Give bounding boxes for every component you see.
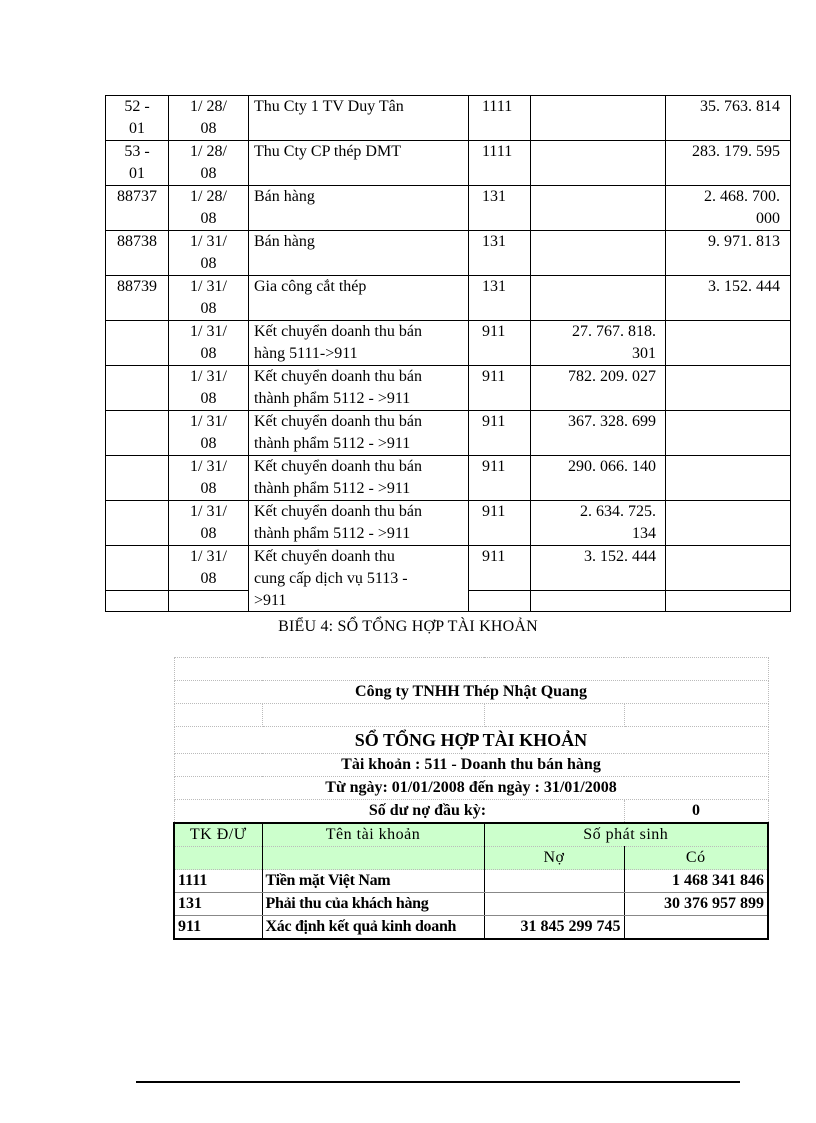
account-summary-table bbox=[173, 657, 769, 940]
ledger-description: Kết chuyển doanh thu cung cấp dịch vụ 5113 - bbox=[249, 546, 469, 591]
ledger-date: 1/ 31/ 08 bbox=[169, 276, 249, 321]
ledger-row bbox=[106, 456, 791, 501]
summary-credit: 30 376 957 899 bbox=[624, 893, 768, 916]
ledger-debit: 2. 634. 725. 134 bbox=[531, 501, 666, 546]
account-line: Tài khoản : 511 - Doanh thu bán hàng bbox=[174, 754, 768, 777]
ledger-description: Bán hàng bbox=[249, 186, 469, 231]
ledger-doc-number bbox=[106, 546, 169, 591]
ledger-doc-number: 52 - 01 bbox=[106, 96, 169, 141]
ledger-contra-account: 911 bbox=[469, 411, 531, 456]
ledger-description: Kết chuyển doanh thu bán thành phẩm 5112 - >911 bbox=[249, 411, 469, 456]
opening-balance-value: 0 bbox=[624, 800, 768, 824]
summary-header-row bbox=[174, 823, 768, 847]
ledger-date: 1/ 28/ 08 bbox=[169, 96, 249, 141]
ledger-debit: 27. 767. 818. 301 bbox=[531, 321, 666, 366]
ledger-doc-number: 88738 bbox=[106, 231, 169, 276]
ledger-date: 1/ 28/ 08 bbox=[169, 186, 249, 231]
ledger-row bbox=[106, 141, 791, 186]
company-name: Công ty TNHH Thép Nhật Quang bbox=[174, 681, 768, 704]
ledger-date: 1/ 31/ 08 bbox=[169, 321, 249, 366]
ledger-table bbox=[105, 95, 791, 612]
ledger-date: 1/ 28/ 08 bbox=[169, 141, 249, 186]
ledger-credit: 3. 152. 444 bbox=[666, 276, 791, 321]
ledger-description: Kết chuyển doanh thu bán thành phẩm 5112 - >911 bbox=[249, 456, 469, 501]
summary-debit bbox=[484, 893, 624, 916]
ledger-doc-number: 88739 bbox=[106, 276, 169, 321]
ledger-credit bbox=[666, 501, 791, 546]
period-line: Từ ngày: 01/01/2008 đến ngày : 31/01/2008 bbox=[174, 777, 768, 800]
summary-credit: 1 468 341 846 bbox=[624, 870, 768, 893]
ledger-credit: 2. 468. 700. 000 bbox=[666, 186, 791, 231]
ledger-date: 1/ 31/ 08 bbox=[169, 456, 249, 501]
ledger-contra-account: 911 bbox=[469, 501, 531, 546]
ledger-debit bbox=[531, 141, 666, 186]
ledger-row bbox=[106, 546, 791, 591]
ledger-credit: 283. 179. 595 bbox=[666, 141, 791, 186]
header-account-name: Tên tài khoản bbox=[262, 823, 484, 847]
summary-account-name: Phải thu của khách hàng bbox=[262, 893, 484, 916]
ledger-title: SỔ TỔNG HỢP TÀI KHOẢN bbox=[174, 727, 768, 754]
ledger-credit bbox=[666, 321, 791, 366]
ledger-row bbox=[106, 411, 791, 456]
ledger-description: Kết chuyển doanh thu bán hàng 5111->911 bbox=[249, 321, 469, 366]
ledger-doc-number bbox=[106, 456, 169, 501]
summary-account-name: Xác định kết quả kinh doanh bbox=[262, 916, 484, 940]
ledger-credit bbox=[666, 546, 791, 591]
ledger-description: Thu Cty 1 TV Duy Tân bbox=[249, 96, 469, 141]
summary-credit bbox=[624, 916, 768, 940]
ledger-description: Kết chuyển doanh thu bán thành phẩm 5112 - >911 bbox=[249, 501, 469, 546]
summary-account: 1111 bbox=[174, 870, 262, 893]
ledger-debit bbox=[531, 276, 666, 321]
summary-account-name: Tiền mặt Việt Nam bbox=[262, 870, 484, 893]
summary-row bbox=[174, 870, 768, 893]
ledger-debit: 3. 152. 444 bbox=[531, 546, 666, 591]
ledger-contra-account: 1111 bbox=[469, 96, 531, 141]
ledger-row bbox=[106, 276, 791, 321]
header-arising: Số phát sinh bbox=[484, 823, 768, 847]
ledger-row bbox=[106, 501, 791, 546]
ledger-credit bbox=[666, 456, 791, 501]
ledger-credit bbox=[666, 366, 791, 411]
summary-subheader-row bbox=[174, 847, 768, 870]
ledger-debit: 290. 066. 140 bbox=[531, 456, 666, 501]
ledger-contra-account: 131 bbox=[469, 231, 531, 276]
ledger-description: Thu Cty CP thép DMT bbox=[249, 141, 469, 186]
ledger-debit bbox=[531, 186, 666, 231]
ledger-date: 1/ 31/ 08 bbox=[169, 546, 249, 591]
ledger-contra-account: 911 bbox=[469, 321, 531, 366]
ledger-doc-number bbox=[106, 501, 169, 546]
opening-balance-label: Số dư nợ đầu kỳ: bbox=[174, 800, 624, 824]
ledger-doc-number: 88737 bbox=[106, 186, 169, 231]
ledger-date: 1/ 31/ 08 bbox=[169, 411, 249, 456]
ledger-contra-account: 911 bbox=[469, 366, 531, 411]
ledger-description: Gia công cắt thép bbox=[249, 276, 469, 321]
summary-row bbox=[174, 893, 768, 916]
ledger-debit bbox=[531, 231, 666, 276]
ledger-continuation-desc: >911 bbox=[249, 591, 469, 612]
summary-account: 911 bbox=[174, 916, 262, 940]
ledger-date: 1/ 31/ 08 bbox=[169, 231, 249, 276]
ledger-contra-account: 911 bbox=[469, 546, 531, 591]
ledger-continuation-row bbox=[106, 591, 791, 612]
ledger-contra-account: 131 bbox=[469, 186, 531, 231]
ledger-doc-number bbox=[106, 411, 169, 456]
ledger-description: Bán hàng bbox=[249, 231, 469, 276]
ledger-row bbox=[106, 96, 791, 141]
footer-rule bbox=[136, 1081, 740, 1083]
ledger-row bbox=[106, 231, 791, 276]
ledger-doc-number bbox=[106, 321, 169, 366]
ledger-description: Kết chuyển doanh thu bán thành phẩm 5112 - >911 bbox=[249, 366, 469, 411]
summary-debit: 31 845 299 745 bbox=[484, 916, 624, 940]
ledger-debit: 367. 328. 699 bbox=[531, 411, 666, 456]
ledger-credit bbox=[666, 411, 791, 456]
ledger-debit bbox=[531, 96, 666, 141]
summary-row bbox=[174, 916, 768, 940]
ledger-contra-account: 1111 bbox=[469, 141, 531, 186]
ledger-row bbox=[106, 186, 791, 231]
summary-account: 131 bbox=[174, 893, 262, 916]
ledger-contra-account: 131 bbox=[469, 276, 531, 321]
ledger-date: 1/ 31/ 08 bbox=[169, 501, 249, 546]
ledger-row bbox=[106, 366, 791, 411]
ledger-debit: 782. 209. 027 bbox=[531, 366, 666, 411]
ledger-credit: 35. 763. 814 bbox=[666, 96, 791, 141]
header-debit: Nợ bbox=[484, 847, 624, 870]
ledger-doc-number bbox=[106, 366, 169, 411]
figure-caption: BIỂU 4: SỔ TỔNG HỢP TÀI KHOẢN bbox=[278, 618, 538, 635]
ledger-date: 1/ 31/ 08 bbox=[169, 366, 249, 411]
header-credit: Có bbox=[624, 847, 768, 870]
ledger-row bbox=[106, 321, 791, 366]
ledger-credit: 9. 971. 813 bbox=[666, 231, 791, 276]
ledger-doc-number: 53 - 01 bbox=[106, 141, 169, 186]
header-account: TK Đ/Ư bbox=[174, 823, 262, 847]
ledger-contra-account: 911 bbox=[469, 456, 531, 501]
summary-debit bbox=[484, 870, 624, 893]
